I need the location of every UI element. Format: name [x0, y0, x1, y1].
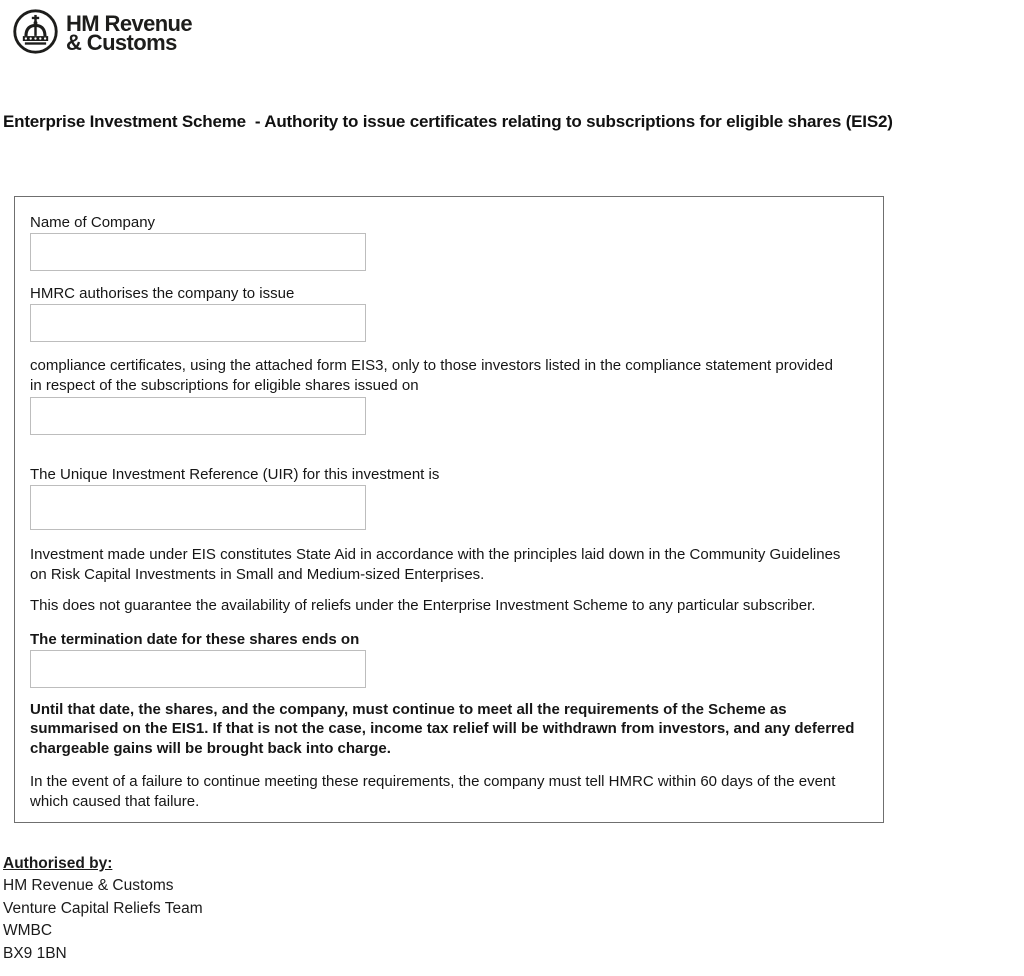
footer-line-dept: WMBC: [3, 922, 53, 940]
termination-date-label: The termination date for these shares ends on: [30, 630, 360, 648]
form-panel: [14, 196, 884, 823]
authorises-issue-input[interactable]: [30, 304, 366, 342]
footer-line-postcode: BX9 1BN: [3, 944, 67, 962]
logo-text-line1: HM Revenue: [66, 11, 193, 36]
shares-issued-date-input[interactable]: [30, 397, 366, 435]
uir-label: The Unique Investment Reference (UIR) for this investment is: [30, 466, 440, 483]
footer-address: [3, 853, 1024, 965]
footer-line-org: HM Revenue & Customs: [3, 877, 174, 895]
authorises-issue-label: HMRC authorises the company to issue: [30, 285, 295, 302]
footer-line-team: Venture Capital Reliefs Team: [3, 899, 203, 917]
failure-paragraph: In the event of a failure to continue meeting these requirements, the company must tell HMRC within 60 days of the event which caused that failure.: [30, 773, 836, 810]
name-of-company-label: Name of Company: [30, 214, 156, 231]
termination-date-input[interactable]: [30, 650, 366, 688]
uir-input[interactable]: [30, 485, 366, 530]
no-guarantee-paragraph: This does not guarantee the availability of reliefs under the Enterprise Investment Scheme to any particular subscriber.: [30, 597, 816, 614]
hmrc-logo: [0, 0, 1024, 55]
compliance-paragraph: compliance certificates, using the attached form EIS3, only to those investors listed in the compliance statement provided in respect of the subscriptions for eligible shares issued on: [30, 357, 833, 394]
page-title: Enterprise Investment Scheme - Authority to issue certificates relating to subscriptions for eligible shares (EIS2): [3, 112, 893, 131]
crown-icon: [12, 8, 59, 55]
name-of-company-input[interactable]: [30, 233, 366, 271]
logo-wordmark: [66, 8, 193, 55]
state-aid-paragraph: Investment made under EIS constitutes State Aid in accordance with the principles laid down in the Community Guidelines on Risk Capital Investments in Small and Medium-sized Enterprises.: [30, 546, 841, 583]
until-date-paragraph: Until that date, the shares, and the company, must continue to meet all the requirements of the Scheme as summarised on the EIS1. If that is not the case, income tax relief will be withdrawn from investors, and any deferred chargeable gains will be brought back into charge.: [30, 700, 855, 757]
authorised-by-heading: Authorised by:: [3, 855, 113, 872]
logo-text-line2: & Customs: [66, 30, 177, 55]
